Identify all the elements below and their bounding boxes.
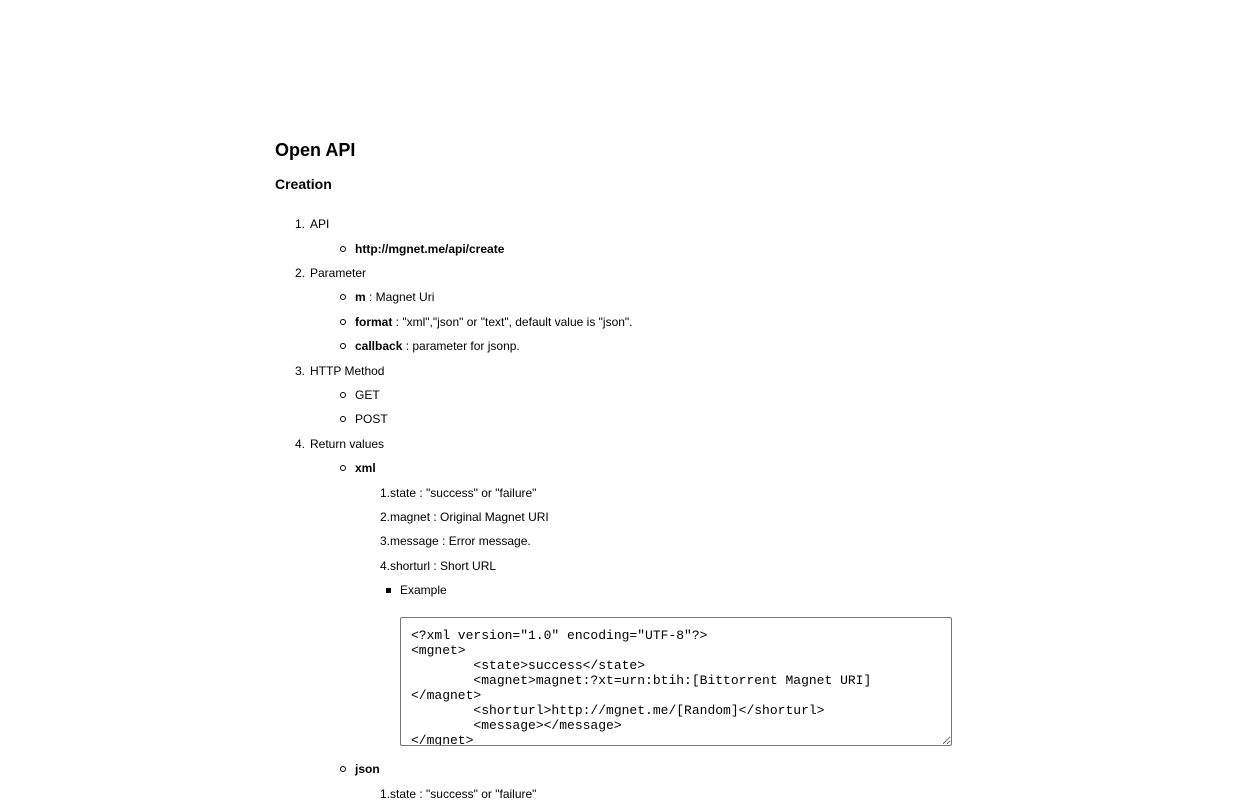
square-bullet-icon — [386, 588, 391, 593]
list-number: 4. — [294, 437, 305, 451]
method-label: GET — [355, 388, 380, 402]
list-number: 1. — [379, 787, 390, 801]
param-name: callback — [355, 339, 403, 353]
circle-bullet-icon — [340, 766, 346, 772]
method-item-post — [355, 412, 388, 426]
list-number: 2. — [379, 510, 390, 524]
param-name: m — [355, 290, 366, 304]
list-number: 3. — [294, 364, 305, 378]
param-desc: : Magnet Uri — [365, 290, 435, 304]
list-item-label: Return values — [310, 437, 385, 451]
api-url: http://mgnet.me/api/create — [355, 242, 505, 256]
circle-bullet-icon — [340, 246, 346, 252]
circle-bullet-icon — [340, 343, 346, 349]
list-number: 2. — [294, 266, 305, 280]
field-text: state : "success" or "failure" — [390, 787, 537, 801]
list-number: 1. — [294, 217, 305, 231]
field-text: message : Error message. — [390, 534, 531, 548]
list-number: 3. — [379, 534, 390, 548]
field-text: state : "success" or "failure" — [390, 486, 537, 500]
api-url-item — [355, 242, 504, 256]
field-text: shorturl : Short URL — [390, 559, 497, 573]
param-item-callback — [355, 339, 520, 353]
format-label: json — [355, 762, 380, 776]
list-item-label: Parameter — [310, 266, 367, 280]
param-desc: : "xml","json" or "text", default value is "json". — [392, 315, 633, 329]
return-format-xml — [355, 461, 376, 475]
xml-example-code-textarea[interactable] — [400, 617, 952, 746]
method-label: POST — [355, 412, 388, 426]
example-label: Example — [400, 583, 447, 597]
param-name: format — [355, 315, 393, 329]
circle-bullet-icon — [340, 294, 346, 300]
param-item-format — [355, 315, 633, 329]
return-format-json — [355, 762, 380, 776]
field-text: magnet : Original Magnet URI — [390, 510, 549, 524]
circle-bullet-icon — [340, 392, 346, 398]
xml-example-item — [400, 583, 447, 597]
list-item-label: HTTP Method — [310, 364, 385, 378]
page-title: Open API — [275, 140, 356, 160]
circle-bullet-icon — [340, 416, 346, 422]
circle-bullet-icon — [340, 465, 346, 471]
section-title: Creation — [275, 176, 332, 192]
format-label: xml — [355, 461, 376, 475]
param-item-m — [355, 290, 434, 304]
circle-bullet-icon — [340, 319, 346, 325]
param-desc: : parameter for jsonp. — [402, 339, 520, 353]
method-item-get — [355, 388, 380, 402]
list-item-label: API — [310, 217, 330, 231]
list-number: 1. — [379, 486, 390, 500]
list-number: 4. — [379, 559, 390, 573]
